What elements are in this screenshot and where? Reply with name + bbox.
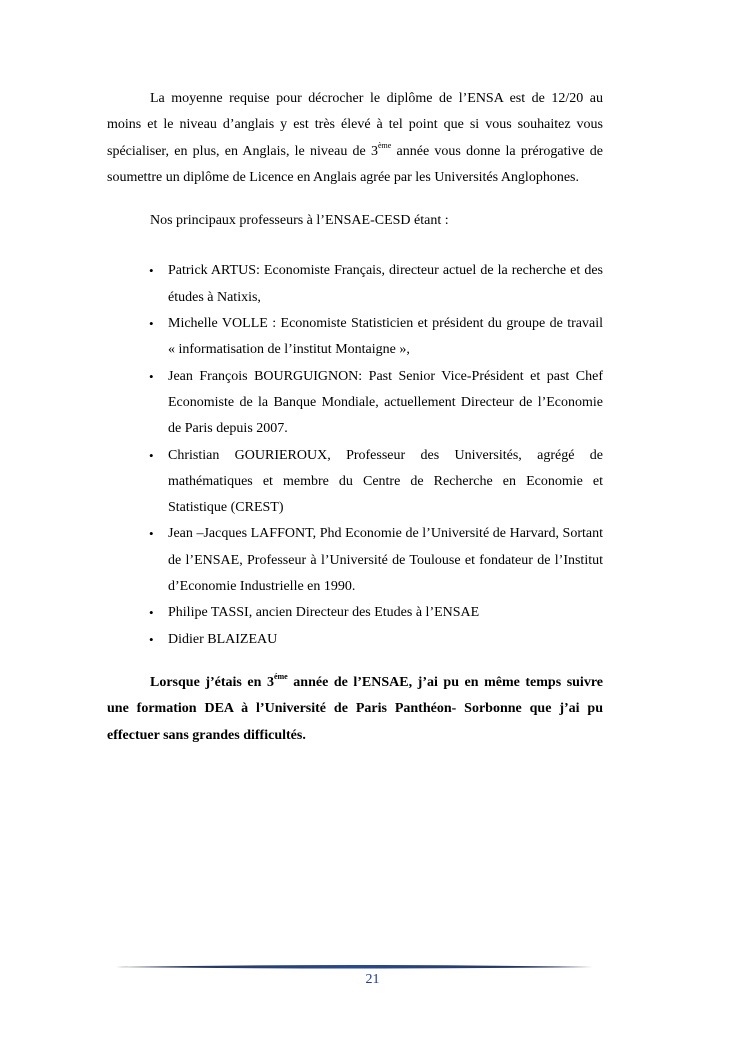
page-number: 21 bbox=[365, 972, 380, 987]
intro-paragraph-text-a: La moyenne requise pour décrocher le diplôme de l’ENSA est de 12/20 au moins et le niveau d’anglais y est très élevé à tel point que si vous souhaitez vous spécialiser, en plus, en Anglais, le niveau de 3 bbox=[107, 91, 603, 159]
professor-entry: Philipe TASSI, ancien Directeur des Etudes à l’ENSAE bbox=[168, 605, 480, 621]
list-item bbox=[149, 364, 603, 443]
closing-paragraph-text-a: Lorsque j’étais en 3 bbox=[150, 674, 274, 690]
list-item bbox=[149, 258, 603, 311]
professors-heading: Nos principaux professeurs à l’ENSAE-CESD étant : bbox=[150, 213, 449, 229]
intro-paragraph-superscript: ème bbox=[377, 140, 392, 150]
closing-paragraph-superscript: éme bbox=[273, 671, 288, 681]
professor-entry: Didier BLAIZEAU bbox=[168, 631, 278, 647]
footer-divider bbox=[116, 962, 593, 972]
professors-list bbox=[107, 258, 603, 652]
closing-paragraph-text-b: année de l’ENSAE, j’ai pu en même temps suivre une formation DEA à l’Université de Paris Panthéon- Sorbonne que j’ai pu effectuer sans grandes difficultés. bbox=[107, 674, 603, 743]
professor-entry: Christian GOURIEROUX, Professeur des Universités, agrégé de mathématiques et membre du Centre de Recherche en Economie et Statistique (CREST) bbox=[168, 447, 603, 516]
bullet-icon: • bbox=[149, 605, 154, 621]
bullet-icon: • bbox=[149, 447, 154, 463]
professor-entry: Patrick ARTUS: Economiste Français, directeur actuel de la recherche et des études à Natixis, bbox=[168, 263, 603, 305]
page-body bbox=[107, 86, 603, 749]
professor-entry: Jean –Jacques LAFFONT, Phd Economie de l’Université de Harvard, Sortant de l’ENSAE, Professeur à l’Université de Toulouse et fondateur de l’Institut d’Economie Industrielle en 1990. bbox=[168, 526, 603, 595]
bullet-icon: • bbox=[149, 631, 154, 647]
professor-entry: Michelle VOLLE : Economiste Statisticien et président du groupe de travail « informatisation de l’institut Montaigne », bbox=[168, 316, 603, 358]
intro-paragraph-text-b: année vous donne la prérogative de soumettre un diplôme de Licence en Anglais agrée par les Universités Anglophones. bbox=[107, 143, 604, 185]
list-item bbox=[149, 521, 603, 600]
bullet-icon: • bbox=[149, 316, 154, 332]
professor-entry: Jean François BOURGUIGNON: Past Senior Vice-Président et past Chef Economiste de la Banque Mondiale, actuellement Directeur de l’Economie de Paris depuis 2007. bbox=[168, 368, 603, 437]
bullet-icon: • bbox=[149, 526, 154, 542]
list-item bbox=[149, 627, 603, 653]
intro-paragraph bbox=[107, 86, 603, 191]
list-item bbox=[149, 311, 603, 364]
bullet-icon: • bbox=[149, 368, 154, 384]
list-item bbox=[149, 443, 603, 522]
list-item bbox=[149, 600, 603, 626]
closing-paragraph bbox=[107, 670, 603, 749]
bullet-icon: • bbox=[149, 263, 154, 279]
